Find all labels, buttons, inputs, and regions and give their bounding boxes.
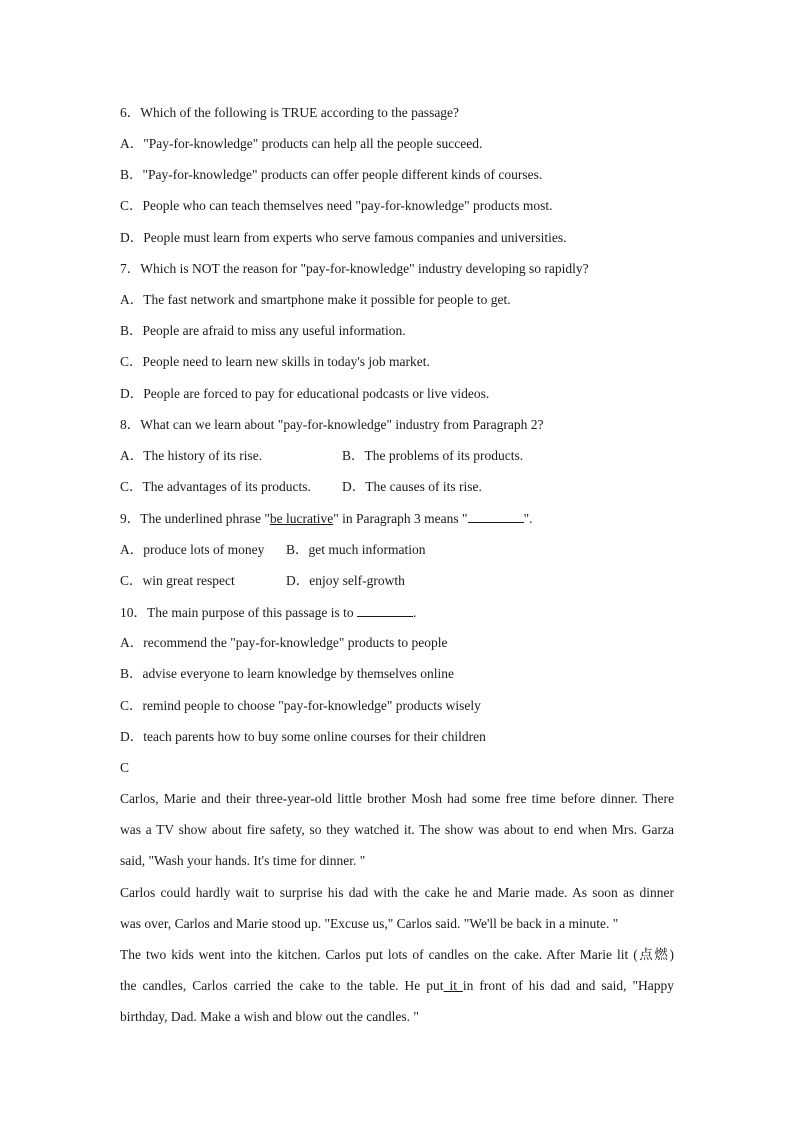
question-8-option-d: D．The causes of its rise. bbox=[342, 479, 482, 494]
question-8-option-a: A．The history of its rise. bbox=[120, 448, 263, 463]
passage-line-2: was a TV show about fire safety, so they watched it. The show was about to end when Mrs. Garza bbox=[120, 822, 674, 837]
question-8-options-row-2 bbox=[120, 478, 482, 496]
question-10-option-b: B．advise everyone to learn knowledge by themselves online bbox=[120, 666, 455, 681]
question-10-option-a: A．recommend the "pay-for-knowledge" products to people bbox=[120, 635, 448, 650]
passage-line-7: the candles, Carlos carried the cake to the table. He put it in front of his dad and said, "Happy bbox=[120, 978, 674, 993]
question-6-option-b: B．"Pay-for-knowledge" products can offer people different kinds of courses. bbox=[120, 167, 543, 182]
question-9-option-a: A．produce lots of money bbox=[120, 542, 265, 557]
passage-line-6: The two kids went into the kitchen. Carlos put lots of candles on the cake. After Marie lit (点燃) bbox=[120, 947, 674, 962]
underlined-word: it bbox=[443, 978, 463, 993]
question-6-option-d: D．People must learn from experts who serve famous companies and universities. bbox=[120, 230, 567, 245]
question-10-option-c: C．remind people to choose "pay-for-knowledge" products wisely bbox=[120, 698, 481, 713]
question-8-options-row-1 bbox=[120, 447, 524, 465]
answer-blank bbox=[357, 603, 413, 617]
question-8-option-b: B．The problems of its products. bbox=[342, 448, 524, 463]
question-7-stem: 7．Which is NOT the reason for "pay-for-knowledge" industry developing so rapidly? bbox=[120, 261, 589, 276]
passage-line-4: Carlos could hardly wait to surprise his dad with the cake he and Marie made. As soon as dinner bbox=[120, 885, 674, 900]
answer-blank bbox=[468, 509, 524, 523]
question-7-option-b: B．People are afraid to miss any useful information. bbox=[120, 323, 406, 338]
question-7-option-a: A．The fast network and smartphone make it possible for people to get. bbox=[120, 292, 511, 307]
passage-line-8: birthday, Dad. Make a wish and blow out the candles. " bbox=[120, 1009, 419, 1024]
question-8-option-c: C．The advantages of its products. bbox=[120, 479, 311, 494]
section-heading: C bbox=[120, 760, 130, 775]
question-9-option-b: B．get much information bbox=[286, 542, 426, 557]
question-9-option-d: D．enjoy self-growth bbox=[286, 573, 405, 588]
passage-line-5: was over, Carlos and Marie stood up. "Excuse us," Carlos said. "We'll be back in a minute. " bbox=[120, 916, 619, 931]
question-10-option-d: D．teach parents how to buy some online courses for their children bbox=[120, 729, 486, 744]
question-9-option-c: C．win great respect bbox=[120, 573, 235, 588]
question-8-stem: 8．What can we learn about "pay-for-knowledge" industry from Paragraph 2? bbox=[120, 417, 544, 432]
passage-line-1: Carlos, Marie and their three-year-old little brother Mosh had some free time before dinner. There bbox=[120, 791, 674, 806]
question-7-option-c: C．People need to learn new skills in today's job market. bbox=[120, 354, 430, 369]
question-10-stem: 10．The main purpose of this passage is to . bbox=[120, 605, 417, 620]
question-6-option-a: A．"Pay-for-knowledge" products can help all the people succeed. bbox=[120, 136, 483, 151]
underlined-phrase: be lucrative bbox=[269, 511, 334, 526]
passage-line-3: said, "Wash your hands. It's time for dinner. " bbox=[120, 853, 366, 868]
question-6-option-c: C．People who can teach themselves need "pay-for-knowledge" products most. bbox=[120, 198, 553, 213]
question-9-options-row-2 bbox=[120, 572, 405, 590]
question-7-option-d: D．People are forced to pay for educational podcasts or live videos. bbox=[120, 386, 490, 401]
question-9-options-row-1 bbox=[120, 541, 426, 559]
question-9-stem: 9．The underlined phrase "be lucrative" in Paragraph 3 means " ". bbox=[120, 511, 533, 526]
question-6-stem: 6．Which of the following is TRUE according to the passage? bbox=[120, 105, 460, 120]
